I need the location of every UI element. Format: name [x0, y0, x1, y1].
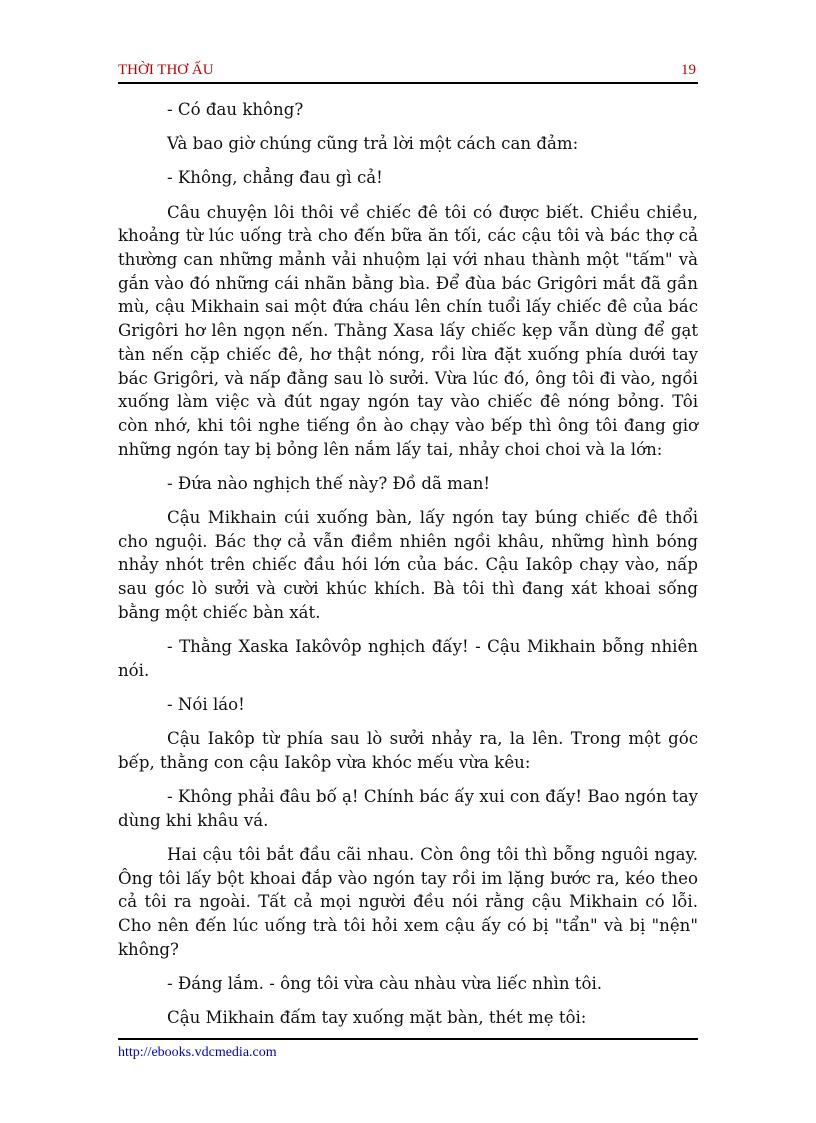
paragraph: Và bao giờ chúng cũng trả lời một cách can đảm: — [167, 134, 579, 154]
paragraph: - Không phải đâu bố ạ! Chính bác ấy xui con đấy! Bao ngón tay dùng khi khâu vá. — [118, 787, 698, 830]
book-title: THỜI THƠ ẤU — [118, 62, 214, 78]
paragraph: - Đứa nào nghịch thế này? Đồ dã man! — [167, 473, 491, 493]
header-divider — [118, 82, 698, 84]
page-number: 19 — [681, 62, 696, 78]
paragraph: Câu chuyện lôi thôi về chiếc đê tôi có được biết. Chiều chiều, khoảng từ lúc uống trà cho đến bữa ăn tối, các cậu tôi và bác thợ cả thường can những mảnh vải nhuộm lại với nhau thành một "tấm" và gắn vào đó những cái nhãn bằng bìa. Để đùa bác Grigôri mắt đã gần mù, cậu Mikhain sai một đứa cháu lên chín tuổi lấy chiếc đê của bác Grigôri hơ lên ngọn nến. Thằng Xasa lấy chiếc kẹp vẫn dùng để gạt tàn nến cặp chiếc đê, hơ thật nóng, rồi lừa đặt xuống phía dưới tay bác Grigôri, và nấp đằng sau lò sưởi. Vừa lúc đó, ông tôi đi vào, ngồi xuống làm việc và đút ngay ngón tay vào chiếc đê nóng bỏng. Tôi còn nhớ, khi tôi nghe tiếng ồn ào chạy vào bếp thì ông tôi đang giơ những ngón tay bị bỏng lên nắm lấy tai, nhảy choi choi và la lớn: — [118, 202, 698, 459]
paragraph: - Có đau không? — [167, 100, 304, 119]
paragraph: - Thằng Xaska Iakôvôp nghịch đấy! - Cậu Mikhain bỗng nhiên nói. — [118, 637, 698, 680]
paragraph: Hai cậu tôi bắt đầu cãi nhau. Còn ông tôi thì bỗng nguôi ngay. Ông tôi lấy bột khoai đắp vào ngón tay rồi im lặng bước ra, kéo theo cả tôi ra ngoài. Tất cả mọi người đều nói rằng cậu Mikhain có lỗi. Cho nên đến lúc uống trà tôi hỏi xem cậu ấy có bị "tẩn" và bị "nện" không? — [118, 844, 698, 959]
paragraph: Cậu Mikhain đấm tay xuống mặt bàn, thét mẹ tôi: — [167, 1008, 587, 1028]
paragraph: Cậu Mikhain cúi xuống bàn, lấy ngón tay búng chiếc đê thổi cho nguội. Bác thợ cả vẫn điềm nhiên ngồi khâu, những hình bóng nhảy nhót trên chiếc đầu hói lớn của bác. Cậu Iakôp chạy vào, nấp sau góc lò sưởi và cười khúc khích. Bà tôi thì đang xát khoai sống bằng một chiếc bàn xát. — [118, 508, 698, 622]
body-text — [118, 98, 698, 1040]
footer-divider — [118, 1038, 698, 1040]
paragraph: - Nói láo! — [167, 694, 245, 714]
paragraph: Cậu Iakôp từ phía sau lò sưởi nhảy ra, la lên. Trong một góc bếp, thằng con cậu Iakôp vừa khóc mếu vừa kêu: — [118, 729, 698, 772]
paragraph: - Đáng lắm. - ông tôi vừa càu nhàu vừa liếc nhìn tôi. — [167, 974, 603, 993]
footer-link[interactable]: http://ebooks.vdcmedia.com — [118, 1045, 277, 1060]
page-header — [118, 62, 696, 82]
paragraph: - Không, chẳng đau gì cả! — [167, 168, 383, 188]
